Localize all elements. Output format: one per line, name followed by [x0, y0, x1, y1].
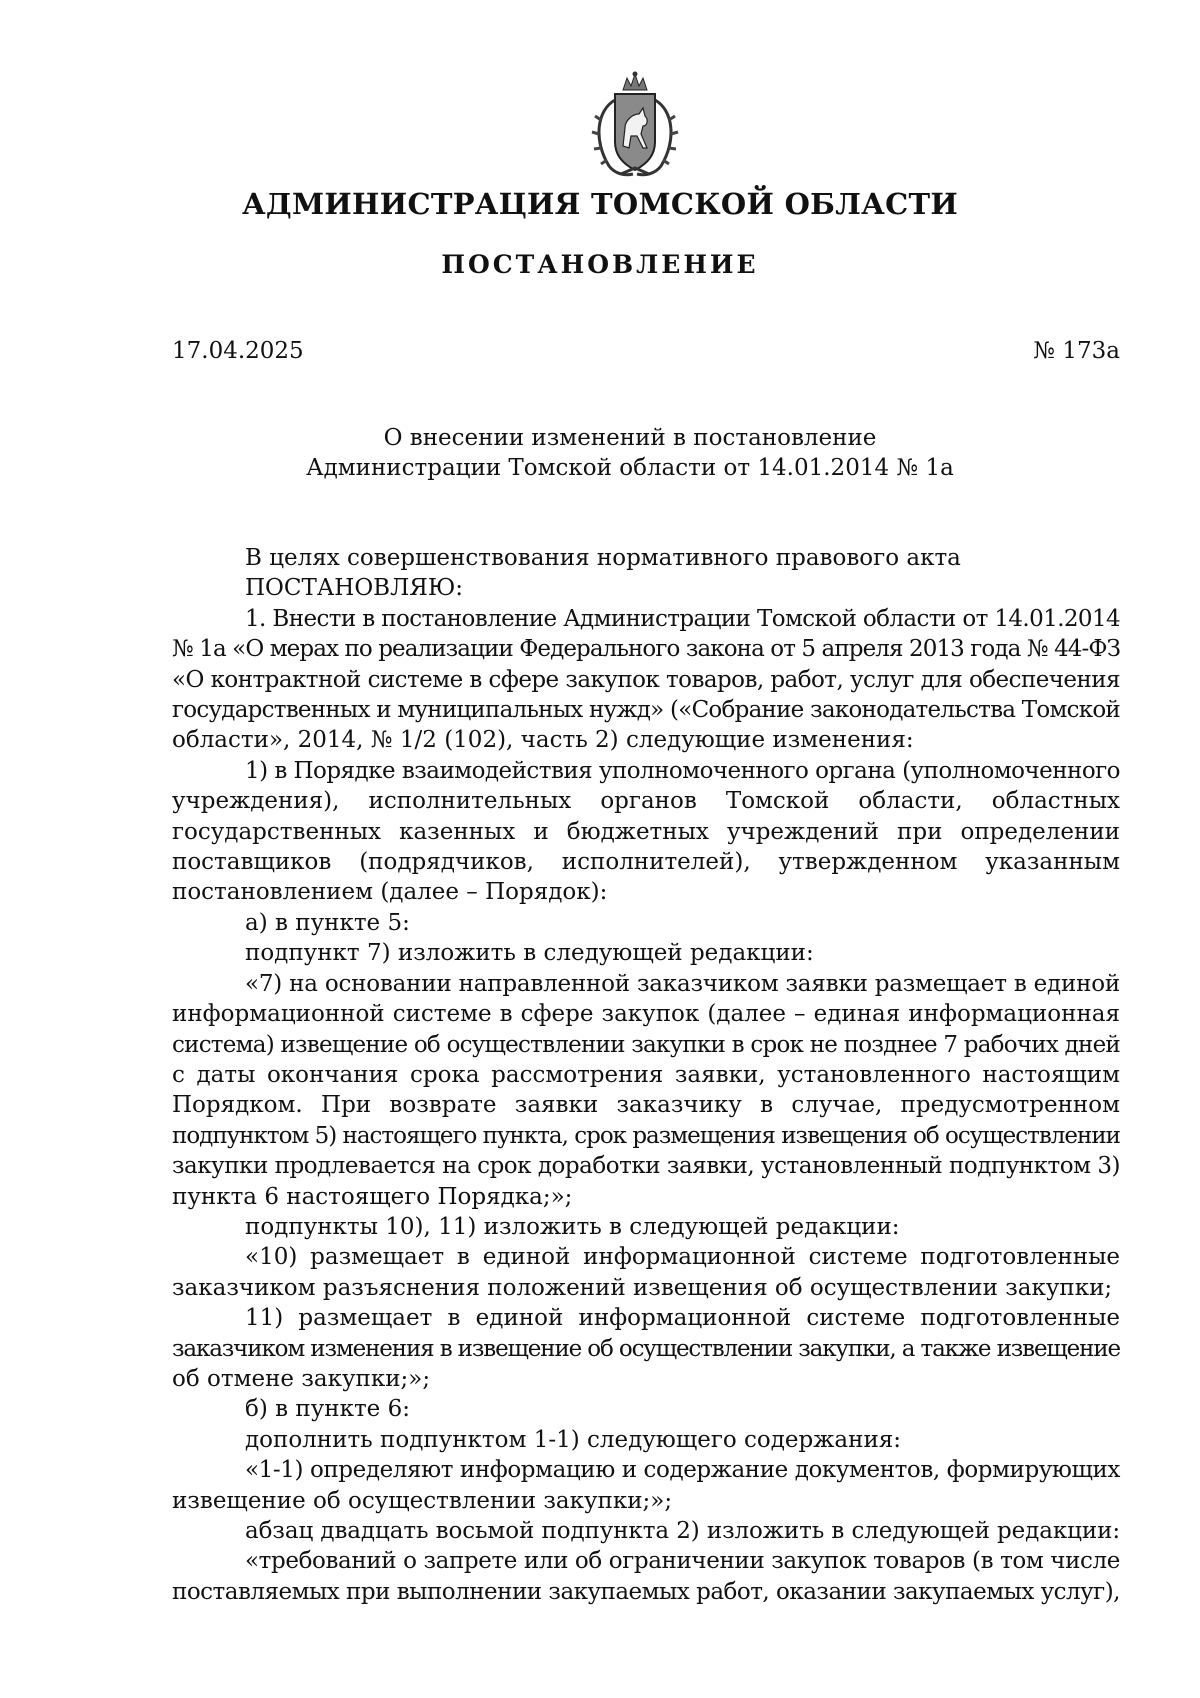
organization-title: АДМИНИСТРАЦИЯ ТОМСКОЙ ОБЛАСТИ: [241, 187, 959, 221]
body-line: № 1а «О мерах по реализации Федерального закона от 5 апреля 2013 года № 44-ФЗ: [172, 636, 1120, 663]
body-line: дополнить подпунктом 1-1) следующего содержания:: [245, 1426, 902, 1453]
coat-of-arms-emblem: [585, 70, 685, 182]
document-number: № 173а: [1033, 338, 1120, 364]
body-line: государственных казенных и бюджетных учреждений при определении: [172, 818, 1120, 845]
body-line: «7) на основании направленной заказчиком заявки размещает в единой: [245, 970, 1120, 997]
body-line: «10) размещает в единой информационной системе подготовленные: [245, 1244, 1120, 1271]
body-line: постановлением (далее – Порядок):: [172, 879, 608, 906]
body-line: государственных и муниципальных нужд» («Собрание законодательства Томской: [172, 697, 1120, 724]
body-line: подпункт 7) изложить в следующей редакции:: [245, 940, 814, 967]
body-line: заказчиком разъяснения положений извещения об осуществлении закупки;: [172, 1274, 1113, 1301]
subject-line: Администрации Томской области от 14.01.2014 № 1а: [306, 455, 954, 481]
body-line: абзац двадцать восьмой подпункта 2) изложить в следующей редакции:: [245, 1518, 1120, 1544]
document-subject: [0, 423, 1200, 483]
body-line: подпункты 10), 11) изложить в следующей редакции:: [245, 1213, 900, 1240]
body-line: «1-1) определяют информацию и содержание документов, формирующих: [245, 1457, 1120, 1484]
body-line: б) в пункте 6:: [245, 1396, 410, 1423]
body-line: ПОСТАНОВЛЯЮ:: [245, 575, 464, 602]
body-line: закупки продлевается на срок доработки заявки, установленный подпунктом 3): [172, 1153, 1120, 1180]
body-line: система) извещение об осуществлении закупки в срок не позднее 7 рабочих дней: [172, 1031, 1120, 1058]
body-line: заказчиком изменения в извещение об осуществлении закупки, а также извещение: [172, 1335, 1120, 1362]
body-line: пункта 6 настоящего Порядка;»;: [172, 1183, 573, 1210]
body-line: информационной системе в сфере закупок (далее – единая информационная: [172, 1001, 1120, 1028]
body-line: а) в пункте 5:: [245, 909, 410, 936]
body-line: об отмене закупки;»;: [172, 1365, 431, 1392]
body-line: учреждения), исполнительных органов Томской области, областных: [172, 788, 1120, 815]
body-line: с даты окончания срока рассмотрения заявки, установленного настоящим: [172, 1061, 1120, 1088]
body-line: «О контрактной системе в сфере закупок товаров, работ, услуг для обеспечения: [172, 666, 1120, 693]
document-body: [172, 543, 1120, 1607]
body-line: извещение об осуществлении закупки;»;: [172, 1487, 673, 1514]
subject-line: О внесении изменений в постановление: [383, 425, 877, 451]
document-type: ПОСТАНОВЛЕНИЕ: [441, 250, 759, 279]
body-line: подпунктом 5) настоящего пункта, срок размещения извещения об осуществлении: [172, 1122, 1120, 1149]
document-date: 17.04.2025: [172, 338, 304, 364]
body-line: 1) в Порядке взаимодействия уполномоченного органа (уполномоченного: [245, 757, 1120, 784]
body-line: 11) размещает в единой информационной системе подготовленные: [245, 1305, 1120, 1332]
body-line: В целях совершенствования нормативного правового акта: [245, 545, 961, 571]
body-line: области», 2014, № 1/2 (102), часть 2) следующие изменения:: [172, 727, 914, 754]
body-line: Порядком. При возврате заявки заказчику в случае, предусмотренном: [172, 1092, 1120, 1119]
body-line: «требований о запрете или об ограничении закупок товаров (в том числе: [245, 1548, 1120, 1575]
body-line: поставщиков (подрядчиков, исполнителей), утвержденном указанным: [172, 849, 1120, 876]
body-line: поставляемых при выполнении закупаемых работ, оказании закупаемых услуг),: [172, 1578, 1120, 1605]
body-line: 1. Внести в постановление Администрации Томской области от 14.01.2014: [245, 605, 1120, 632]
